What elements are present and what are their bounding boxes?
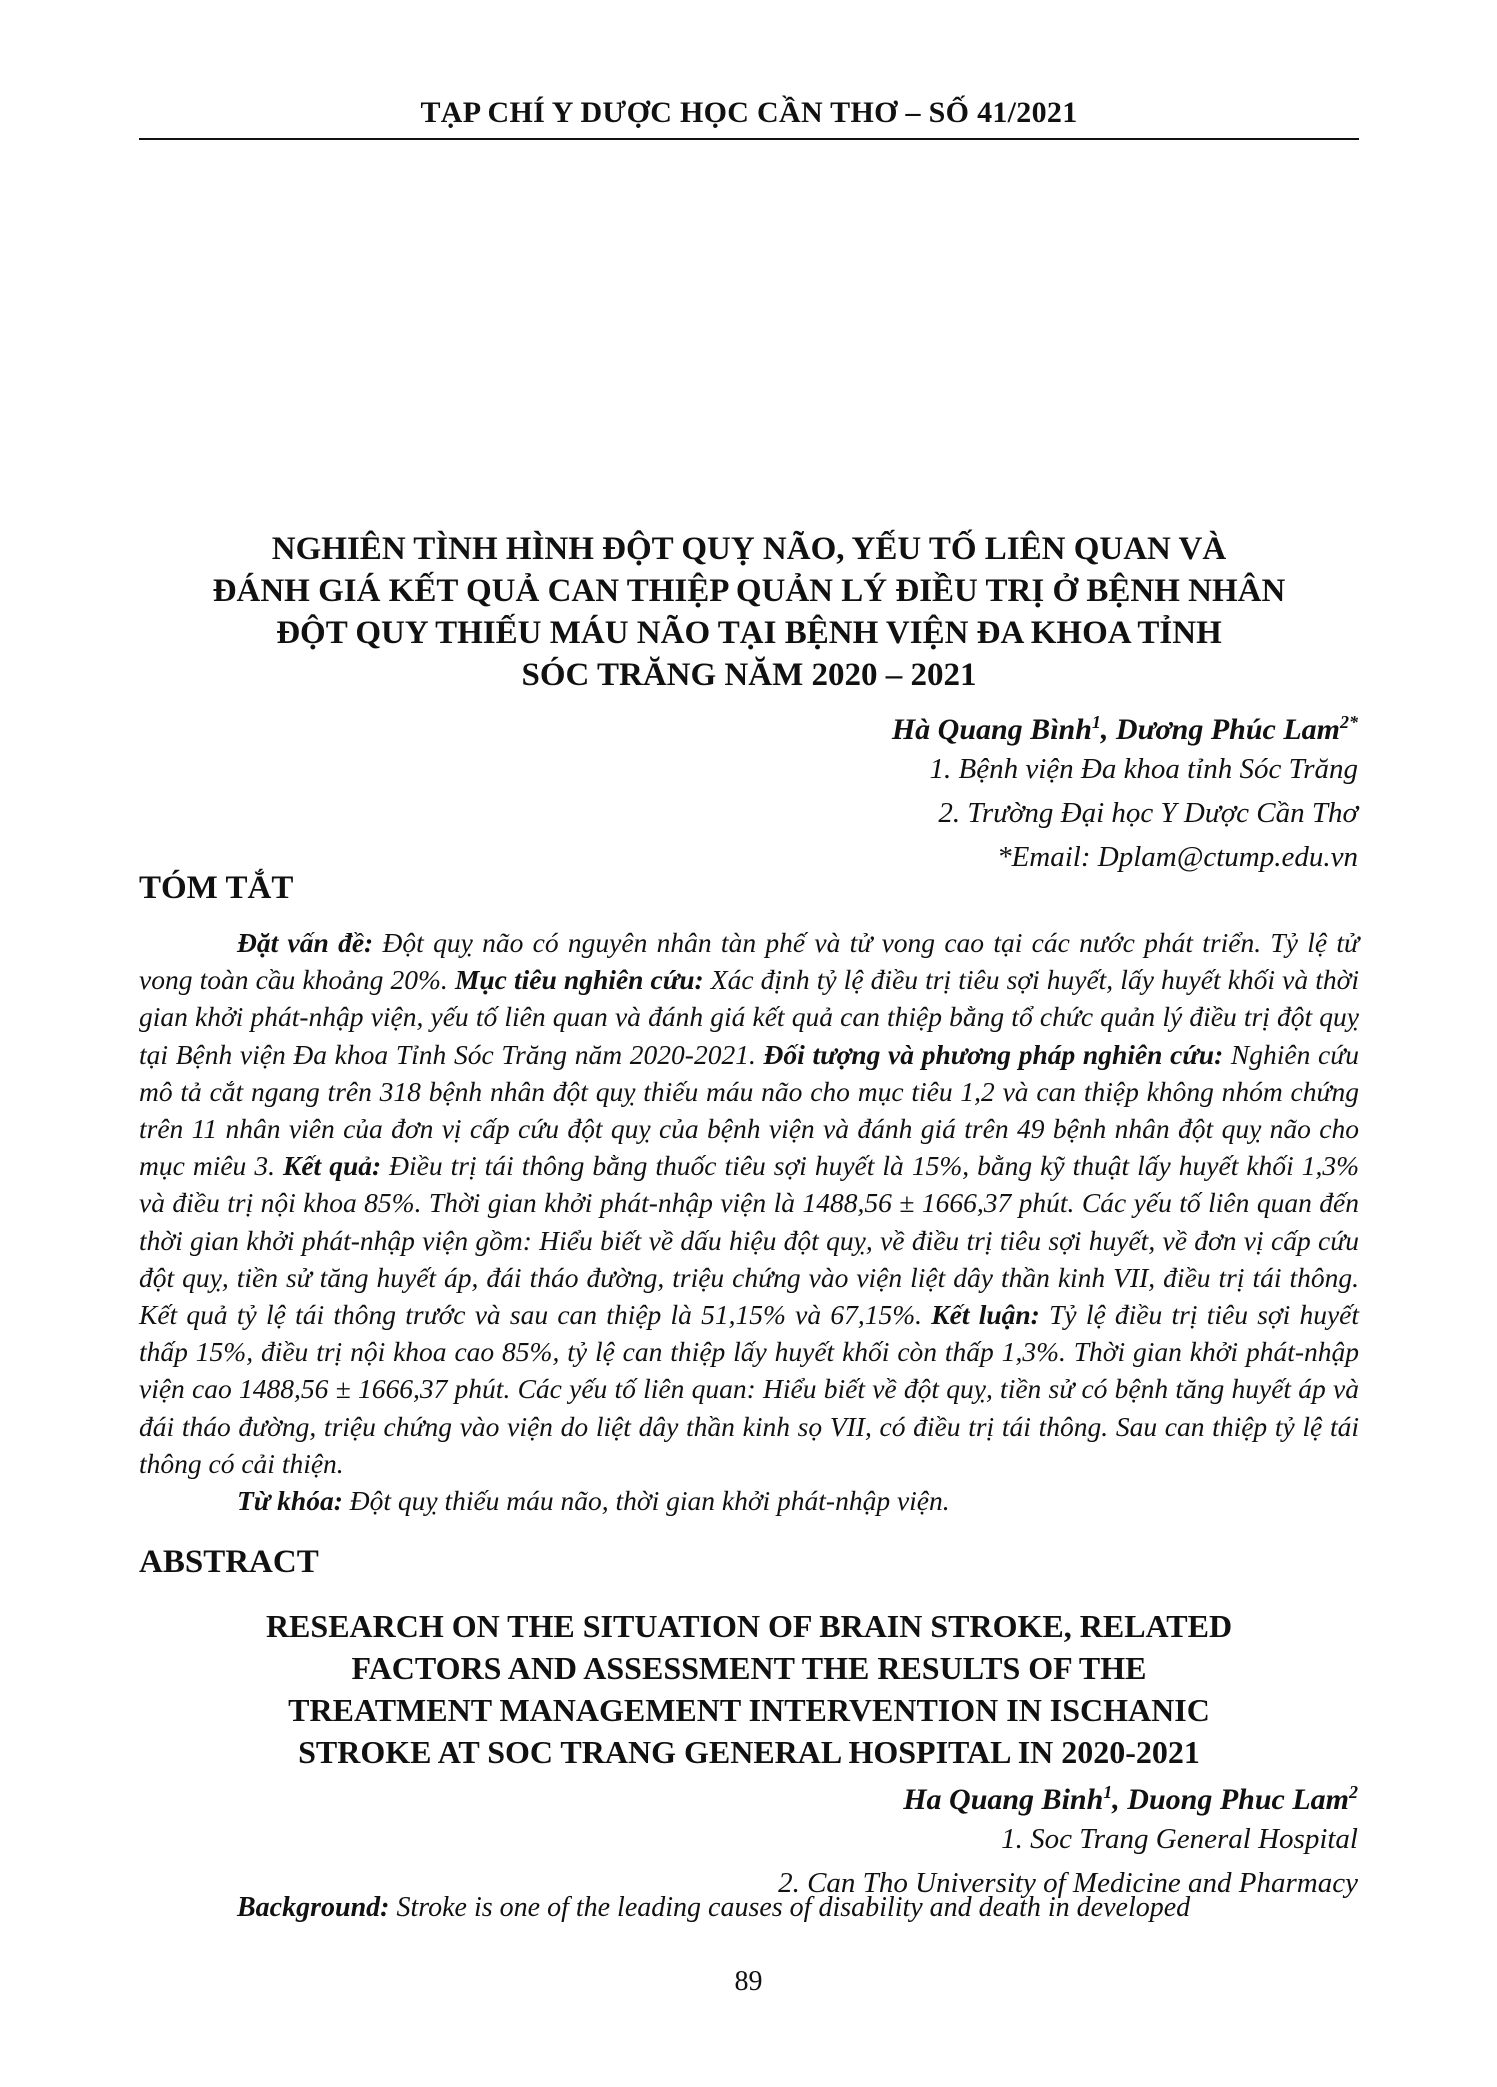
author-affiliation-mark: 2*: [1340, 712, 1358, 732]
author-separator: ,: [1100, 713, 1116, 746]
author-names: [778, 1782, 1358, 1817]
author-name: Dương Phúc Lam: [1115, 713, 1340, 746]
journal-header: TẠP CHÍ Y DƯỢC HỌC CẦN THƠ – SỐ 41/2021: [420, 96, 1078, 129]
header-rule: [139, 138, 1359, 140]
title-line: SÓC TRĂNG NĂM 2020 – 2021: [521, 657, 977, 693]
author-separator: ,: [1112, 1783, 1128, 1816]
vietnamese-authors: [892, 712, 1358, 879]
author-name: Ha Quang Binh: [903, 1783, 1104, 1816]
author-name: Duong Phuc Lam: [1127, 1783, 1349, 1816]
keywords-text: Đột quỵ thiếu máu não, thời gian khởi phát-nhập viện.: [342, 1485, 950, 1517]
title-line: NGHIÊN TÌNH HÌNH ĐỘT QUỴ NÃO, YẾU TỐ LIÊN QUAN VÀ: [271, 531, 1227, 567]
vietnamese-abstract: [139, 924, 1359, 1519]
title-line: TREATMENT MANAGEMENT INTERVENTION IN ISCHANIC: [288, 1692, 1210, 1728]
vietnamese-title: [139, 528, 1359, 696]
methods-label: Đối tượng và phương pháp nghiên cứu:: [763, 1038, 1224, 1070]
affiliation: 1. Bệnh viện Đa khoa tỉnh Sóc Trăng: [929, 753, 1358, 785]
abstract-heading: ABSTRACT: [139, 1544, 319, 1580]
title-line: RESEARCH ON THE SITUATION OF BRAIN STROKE, RELATED: [265, 1608, 1233, 1644]
keywords-paragraph: [139, 1482, 1359, 1519]
affiliation: 2. Trường Đại học Y Dược Cần Thơ: [938, 797, 1358, 829]
keywords-label: Từ khóa:: [237, 1485, 343, 1517]
background-label: Đặt vấn đề:: [237, 927, 374, 958]
affiliation: 2. Can Tho University of Medicine and Pharmacy: [778, 1867, 1358, 1899]
background-text: Stroke is one of the leading causes of disability and death in developed: [389, 1892, 1191, 1923]
abstract-paragraph: [139, 924, 1359, 1482]
english-authors: [778, 1782, 1358, 1905]
author-names: [892, 712, 1358, 747]
author-affiliation-mark: 1: [1091, 712, 1101, 732]
background-label: Background:: [237, 1892, 390, 1923]
corresponding-email[interactable]: *Email: Dplam@ctump.edu.vn: [997, 841, 1358, 873]
objectives-text: Xác định tỷ lệ điều trị tiêu sợi huyết, lấy huyết khối và thời gian khởi phát-nhập viện, yếu tố liên quan và đánh giá kết quả can thiệp bằng tổ chức quản lý điều trị đột quỵ tại Bệnh viện Đa khoa Tỉnh Sóc Trăng năm 2020-2021.: [139, 964, 1359, 1070]
results-text: Điều trị tái thông bằng thuốc tiêu sợi huyết là 15%, bằng kỹ thuật lấy huyết khối 1,3% và điều trị nội khoa 85%. Thời gian khởi phát-nhập viện là 1488,56 ± 1666,37 phút. Các yếu tố liên quan đến thời gian khởi phát-nhập viện gồm: Hiểu biết về dấu hiệu đột quỵ, về điều trị tiêu sợi huyết, về đơn vị cấp cứu đột quỵ, tiền sử tăng huyết áp, đái tháo đường, triệu chứng vào viện liệt dây thần kinh VII, điều trị tái thông. Kết quả tỷ lệ tái thông trước và sau can thiệp là 51,15% và 67,15%.: [139, 1150, 1360, 1331]
english-background: [139, 1892, 1359, 1924]
conclusion-text: Tỷ lệ điều trị tiêu sợi huyết thấp 15%, điều trị nội khoa cao 85%, tỷ lệ can thiệp lấy huyết khối còn thấp 1,3%. Thời gian khởi phát-nhập viện cao 1488,56 ± 1666,37 phút. Các yếu tố liên quan: Hiểu biết về đột quỵ, tiền sử có bệnh tăng huyết áp và đái tháo đường, triệu chứng vào viện do liệt dây thần kinh sọ VII, có điều trị tái thông. Sau can thiệp tỷ lệ tái thông có cải thiện.: [139, 1299, 1360, 1479]
author-affiliation-mark: 2: [1349, 1782, 1358, 1802]
results-label: Kết quả:: [282, 1150, 382, 1182]
affiliation: 1. Soc Trang General Hospital: [1001, 1823, 1358, 1855]
conclusion-label: Kết luận:: [931, 1299, 1040, 1331]
objectives-label: Mục tiêu nghiên cứu:: [454, 964, 704, 996]
background-text: Đột quỵ não có nguyên nhân tàn phế và tử vong cao tại các nước phát triển. Tỷ lệ tử vong toàn cầu khoảng 20%.: [139, 927, 1359, 996]
title-line: ĐỘT QUY THIẾU MÁU NÃO TẠI BỆNH VIỆN ĐA KHOA TỈNH: [276, 615, 1222, 651]
title-line: FACTORS AND ASSESSMENT THE RESULTS OF THE: [351, 1650, 1147, 1686]
author-name: Hà Quang Bình: [891, 713, 1092, 746]
author-affiliation-mark: 1: [1103, 1782, 1113, 1802]
methods-text: Nghiên cứu mô tả cắt ngang trên 318 bệnh nhân đột quỵ thiếu máu não cho mục tiêu 1,2 và can thiệp không nhóm chứng trên 11 nhân viên của đơn vị cấp cứu đột quỵ của bệnh viện và đánh giá trên 49 bệnh nhân đột quỵ não cho mục miêu 3.: [139, 1038, 1359, 1182]
title-line: ĐÁNH GIÁ KẾT QUẢ CAN THIỆP QUẢN LÝ ĐIỀU TRỊ Ở BỆNH NHÂN: [212, 573, 1286, 609]
page-number: 89: [734, 1966, 763, 1997]
title-line: STROKE AT SOC TRANG GENERAL HOSPITAL IN 2020-2021: [298, 1734, 1200, 1770]
tomtat-heading: TÓM TẮT: [139, 870, 294, 906]
english-title: [139, 1605, 1359, 1773]
